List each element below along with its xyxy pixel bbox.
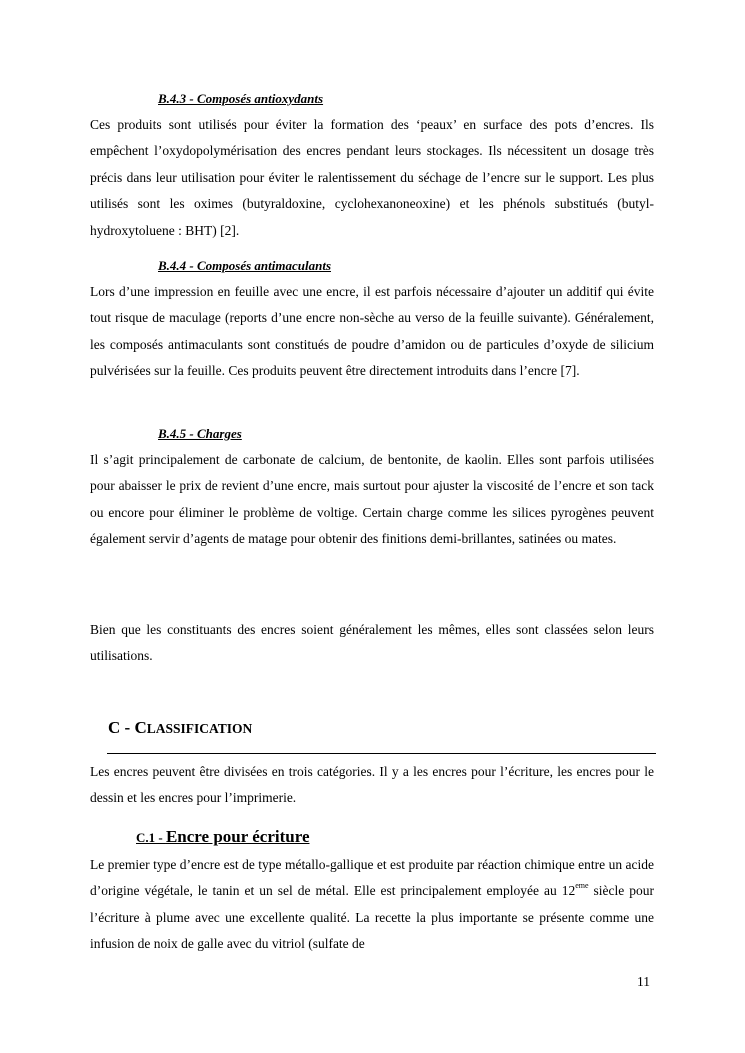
heading-c1	[136, 826, 310, 848]
section-c-title	[108, 718, 252, 738]
heading-b44: B.4.4 - Composés antimaculants	[158, 258, 331, 273]
superscript-eme: eme	[575, 881, 589, 891]
section-divider	[107, 753, 656, 754]
transition-paragraph: Bien que les constituants des encres soient généralement les mêmes, elles sont classées selon leurs utilisations.	[90, 622, 654, 664]
paragraph-b43: Ces produits sont utilisés pour éviter la formation des ‘peaux’ en surface des pots d’encres. Ils empêchent l’oxydopolymérisation des encres pendant leurs stockages. Ils nécessitent un dosage très précis dans leur utilisation pour éviter le ralentissement du séchage de l’encre sur le support. Les plus utilisés sont les oximes (butyraldoxine, cyclohexanoneoxine) et les phénols substitués (butyl-hydroxytoluene : BHT) [2].	[90, 117, 654, 238]
heading-b45: B.4.5 - Charges	[158, 426, 242, 441]
paragraph-b44: Lors d’une impression en feuille avec une encre, il est parfois nécessaire d’ajouter un additif qui évite tout risque de maculage (reports d’une encre non-sèche au verso de la feuille suivante). Généralement, les composés antimaculants sont constitués de poudre d’amidon ou de particules d’oxyde de silicium pulvérisées sur la feuille. Ces produits peuvent être directement introduits dans l’encre [7].	[90, 284, 654, 379]
paragraph-c-intro: Les encres peuvent être divisées en trois catégories. Il y a les encres pour l’écriture, les encres pour le dessin et les encres pour l’imprimerie.	[90, 764, 654, 806]
paragraph-c1-part1: Le premier type d’encre est de type métallo-gallique et est produite par réaction chimique entre un acide d’origine végétale, le tanin et un sel de métal. Elle est principalement employée au 12	[90, 857, 654, 899]
paragraph-c1-part2: siècle pour l’écriture à plume avec une excellente qualité. La recette la plus importante se présente comme une infusion de noix de galle avec du vitriol (sulfate de	[90, 883, 654, 952]
paragraph-c1	[90, 852, 654, 958]
heading-c1-title: Encre pour écriture	[165, 827, 310, 846]
page-number: 11	[637, 974, 650, 989]
section-c-prefix: C - C	[108, 718, 147, 737]
heading-b43: B.4.3 - Composés antioxydants	[158, 91, 324, 106]
paragraph-b45: Il s’agit principalement de carbonate de calcium, de bentonite, de kaolin. Elles sont parfois utilisées pour abaisser le prix de revient d’une encre, mais surtout pour ajuster la viscosité de l’encre et son tack ou encore pour éliminer le problème de voltige. Certain charge comme les silices pyrogènes peuvent également servir d’agents de matage pour obtenir des finitions demi-brillantes, satinées ou mates.	[90, 452, 654, 547]
heading-c1-number: C.1 -	[136, 830, 166, 845]
section-c-smallcaps: LASSIFICATION	[146, 721, 253, 736]
